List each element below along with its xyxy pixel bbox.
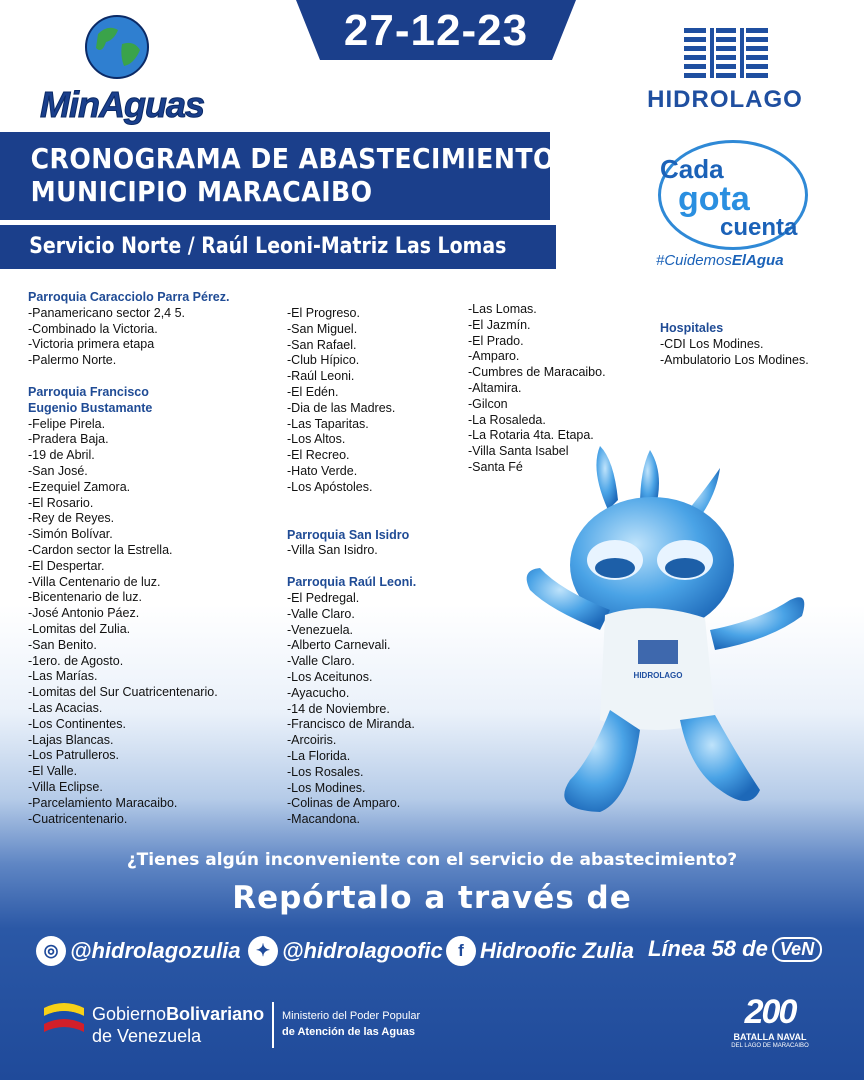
list-item: -Victoria primera etapa bbox=[28, 337, 155, 352]
list-item: -El Progreso. bbox=[287, 306, 360, 320]
parroquia-heading: Parroquia Caracciolo Parra Pérez. bbox=[28, 290, 230, 304]
list-item: -El Recreo. bbox=[287, 448, 350, 463]
list-item: -Lomitas del Sur Cuatricentenario. bbox=[28, 685, 218, 700]
list-item: -Villa Eclipse. bbox=[28, 779, 103, 794]
list-item: -Los Modines. bbox=[287, 780, 366, 795]
list-item: -San Rafael. bbox=[287, 337, 357, 352]
list-item: -Raúl Leoni. bbox=[287, 369, 355, 384]
list-item: -Combinado la Victoria. bbox=[28, 321, 158, 336]
list-item: -Arcoiris. bbox=[287, 733, 337, 748]
list-item: -Panamericano sector 2,4 5. bbox=[28, 305, 186, 320]
line-58-link[interactable] bbox=[648, 936, 822, 962]
report-text: Repórtalo a través de bbox=[232, 880, 632, 916]
minaguas-logo bbox=[40, 14, 205, 125]
hidrolago-logo bbox=[630, 28, 820, 112]
instagram-handle: @hidrolagozulia bbox=[70, 938, 241, 963]
list-item: -Villa Santa Isabel bbox=[468, 444, 569, 459]
list-item: -Alberto Carnevali. bbox=[287, 638, 391, 653]
list-item: -Los Altos. bbox=[287, 432, 346, 447]
hidrolago-wordmark: HIDROLAGO bbox=[647, 86, 803, 113]
list-item: -El Prado. bbox=[468, 333, 524, 348]
badge-subtitle: DEL LAGO DE MARACAIBO bbox=[731, 1043, 809, 1049]
parroquia-heading: Parroquia Francisco bbox=[28, 384, 149, 399]
list-item: -El Pedregal. bbox=[287, 590, 360, 605]
list-item: -Villa Centenario de luz. bbox=[28, 574, 161, 589]
title-block bbox=[0, 132, 556, 220]
list-item: -El Rosario. bbox=[28, 495, 94, 510]
subtitle: Servicio Norte / Raúl Leoni-Matriz Las Lomas bbox=[29, 234, 507, 259]
list-item: -La Rosaleda. bbox=[468, 412, 546, 427]
list-item: -Francisco de Miranda. bbox=[287, 717, 415, 732]
list-item: -Hato Verde. bbox=[287, 463, 358, 478]
water-drop-mascot bbox=[490, 440, 830, 830]
list-item: -Los Continentes. bbox=[28, 716, 126, 731]
list-item: -Bicentenario de luz. bbox=[28, 590, 142, 605]
list-item: -José Antonio Páez. bbox=[28, 606, 140, 621]
list-item: -Ayacucho. bbox=[287, 685, 350, 700]
globe-icon bbox=[84, 14, 150, 80]
list-item: -Pradera Baja. bbox=[28, 432, 109, 447]
gobierno-logo bbox=[40, 992, 460, 1052]
facebook-link[interactable] bbox=[446, 936, 634, 966]
gobierno-line-2: de Venezuela bbox=[92, 1026, 202, 1046]
list-item: -19 de Abril. bbox=[28, 448, 95, 463]
title-line-2: MUNICIPIO MARACAIBO bbox=[30, 175, 373, 208]
list-item: -La Rotaria 4ta. Etapa. bbox=[468, 428, 594, 443]
list-item: -Cuatricentenario. bbox=[28, 811, 128, 826]
list-item: -Colinas de Amparo. bbox=[287, 796, 401, 811]
list-item: -CDI Los Modines. bbox=[660, 336, 764, 351]
list-item: -Simón Bolívar. bbox=[28, 527, 113, 542]
list-item: -Gilcon bbox=[468, 396, 508, 411]
list-item: -Villa San Isidro. bbox=[287, 543, 378, 558]
column-2 bbox=[287, 306, 416, 828]
list-item: -Las Lomas. bbox=[468, 302, 537, 316]
instagram-icon: ◎ bbox=[36, 936, 66, 966]
list-item: -Venezuela. bbox=[287, 622, 354, 637]
list-item: -San José. bbox=[28, 463, 88, 478]
list-item: -Parcelamiento Maracaibo. bbox=[28, 795, 178, 810]
ministry-line-2: de Atención de las Aguas bbox=[282, 1026, 416, 1038]
hashtag-bold: ElAgua bbox=[731, 252, 784, 269]
list-item: -Los Rosales. bbox=[287, 764, 364, 779]
twitter-link[interactable] bbox=[248, 936, 443, 966]
list-item: -San Miguel. bbox=[287, 321, 358, 336]
badge-number: 200 bbox=[744, 993, 796, 1031]
list-item: -Las Acacias. bbox=[28, 700, 103, 715]
bolivariano-word: Bolivariano bbox=[166, 1004, 265, 1024]
list-item: -Cardon sector la Estrella. bbox=[28, 542, 173, 557]
cada-text: Cada bbox=[660, 154, 724, 184]
list-item: -Los Patrulleros. bbox=[28, 748, 120, 763]
list-item: -Cumbres de Maracaibo. bbox=[468, 365, 606, 380]
list-item: -Palermo Norte. bbox=[28, 353, 117, 368]
line-58-text: Línea 58 de bbox=[648, 936, 768, 961]
list-item: -Dia de las Madres. bbox=[287, 400, 396, 415]
list-item: -Lajas Blancas. bbox=[28, 732, 114, 747]
hidrolago-mark-icon bbox=[684, 28, 768, 84]
question-text: ¿Tienes algún inconveniente con el servicio de abastecimiento? bbox=[126, 850, 738, 870]
venezuela-flag-icon bbox=[40, 998, 88, 1038]
mascot-shirt-logo: HIDROLAGO bbox=[633, 671, 683, 680]
hospitales-heading: Hospitales bbox=[660, 321, 724, 335]
list-item: -Felipe Pirela. bbox=[28, 416, 106, 431]
cada-gota-cuenta-logo bbox=[650, 140, 820, 280]
hashtag bbox=[656, 252, 784, 269]
gota-text: gota bbox=[678, 180, 750, 218]
list-item: -La Florida. bbox=[287, 748, 351, 763]
list-item: -El Jazmín. bbox=[468, 317, 531, 332]
twitter-handle: @hidrolagoofic bbox=[282, 938, 443, 963]
ministry-line-1: Ministerio del Poder Popular bbox=[282, 1010, 421, 1022]
gobierno-line-1 bbox=[92, 1004, 264, 1025]
list-item: -El Despertar. bbox=[28, 558, 105, 573]
list-item: -Club Hípico. bbox=[287, 353, 360, 368]
list-item: -Las Taparitas. bbox=[287, 416, 369, 431]
list-item: -Macandona. bbox=[287, 812, 360, 827]
facebook-icon: f bbox=[446, 936, 476, 966]
list-item: -El Valle. bbox=[28, 764, 78, 779]
list-item: -14 de Noviembre. bbox=[287, 701, 390, 716]
gobierno-word: Gobierno bbox=[92, 1004, 167, 1024]
list-item: -Las Marías. bbox=[28, 669, 98, 684]
facebook-handle: Hidroofic Zulia bbox=[480, 938, 634, 963]
column-hospitales bbox=[660, 321, 809, 368]
ven-logo: VeN bbox=[772, 937, 822, 962]
social-links bbox=[36, 936, 836, 976]
twitter-icon: ✦ bbox=[248, 936, 278, 966]
list-item: -Amparo. bbox=[468, 349, 520, 364]
list-item: -Los Aceitunos. bbox=[287, 669, 373, 684]
list-item: -Los Apóstoles. bbox=[287, 479, 373, 494]
instagram-link[interactable] bbox=[36, 936, 241, 966]
list-item: -Valle Claro. bbox=[287, 606, 355, 621]
list-item: -El Edén. bbox=[287, 384, 339, 399]
badge-title: BATALLA NAVAL bbox=[733, 1032, 807, 1042]
list-item: -Valle Claro. bbox=[287, 654, 355, 669]
list-item: -Lomitas del Zulia. bbox=[28, 621, 131, 636]
date-text: 27-12-23 bbox=[343, 6, 529, 55]
hashtag-prefix: #Cuidemos bbox=[656, 252, 732, 269]
parroquia-heading: Parroquia Raúl Leoni. bbox=[287, 575, 417, 590]
date-banner bbox=[286, 0, 586, 66]
batalla-naval-badge bbox=[720, 992, 820, 1054]
column-1 bbox=[28, 290, 229, 827]
parroquia-heading: Parroquia San Isidro bbox=[287, 527, 410, 542]
footer-divider bbox=[272, 1002, 274, 1048]
parroquia-heading-cont: Eugenio Bustamante bbox=[28, 400, 153, 415]
subtitle-block bbox=[0, 225, 556, 269]
cuenta-text: cuenta bbox=[720, 214, 798, 241]
list-item: -Santa Fé bbox=[468, 459, 523, 474]
list-item: -1ero. de Agosto. bbox=[28, 653, 124, 668]
minaguas-wordmark: MinAguas bbox=[40, 84, 205, 125]
list-item: -San Benito. bbox=[28, 637, 97, 652]
list-item: -Ambulatorio Los Modines. bbox=[660, 352, 809, 367]
list-item: -Altamira. bbox=[468, 380, 522, 395]
list-item: -Ezequiel Zamora. bbox=[28, 479, 131, 494]
list-item: -Rey de Reyes. bbox=[28, 511, 115, 526]
title-line-1: CRONOGRAMA DE ABASTECIMIENTO bbox=[30, 142, 555, 175]
